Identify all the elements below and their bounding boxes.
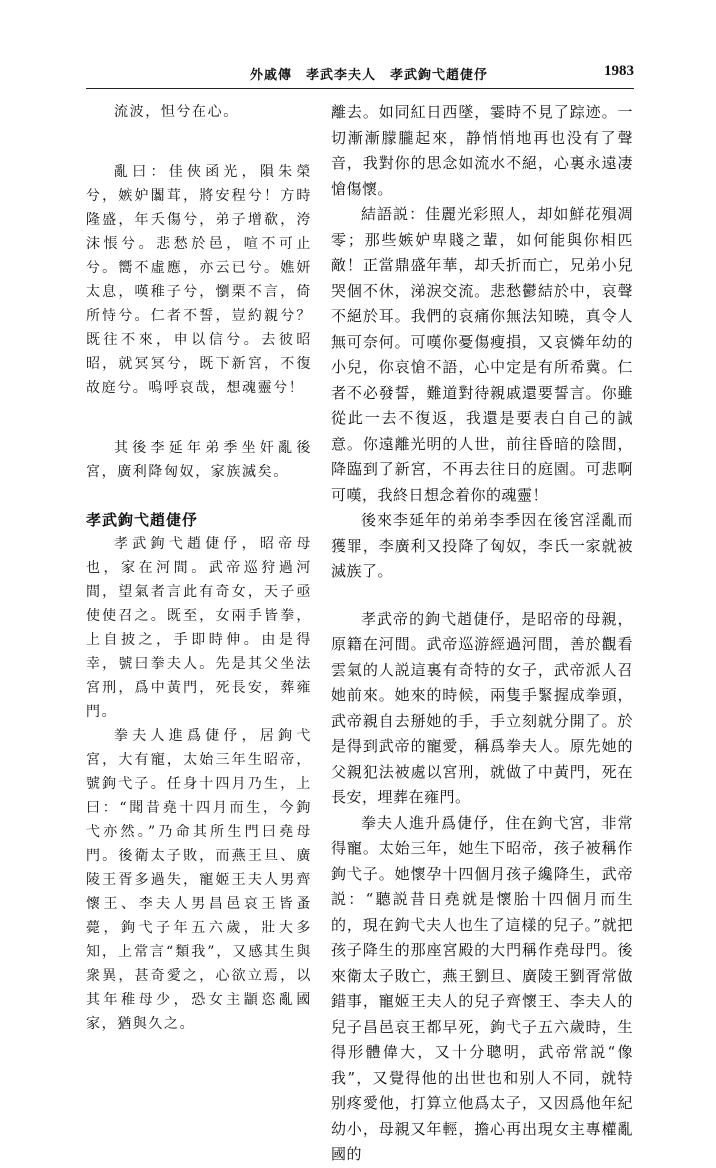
luan-epilogue: 亂曰：佳俠函光，隕朱榮兮，嫉妒闟茸，將安程兮！方時隆盛，年夭傷兮，弟子增欷，洿沫悵兮。悲愁於邑，喧不可止兮。嚮不虛應，亦云已兮。嫶妍太息，嘆稚子兮，懰栗不言，倚所恃兮。仁者不誓，豈約親兮？既往不來，申以信兮。去彼昭昭，就冥冥兮，既下新宮，不復故庭兮。嗚呼哀哉，想魂靈兮！ [86,164,312,396]
header-rule [86,88,634,89]
section-title: 孝武鉤弋趙倢伃 [86,511,199,529]
translation-paragraph-1: 離去。如同紅日西墜，霎時不見了踪迹。一切漸漸朦朧起來，静悄悄地再也没有了聲音，我對你的思念如流水不絕，心裏永遠凄愴傷懷。 [331,103,633,198]
translation-biography-2: 拳夫人進升爲倢伃，住在鉤弋宮，非常得寵。太始三年，她生下昭帝，孩子被稱作鉤弋子。她懷孕十四個月孩子纔降生，武帝説：“聽説昔日堯就是懷胎十四個月而生的，現在鉤弋夫人也生了這樣的兒子。”就把孩子降生的那座宮殿的大門稱作堯母門。後來衛太子敗亡，燕王劉旦、廣陵王劉胥常做錯事，寵姬王夫人的兒子齊懷王、李夫人的兒子昌邑哀王都早死，鉤弋子五六歲時，生得形體偉大，又十分聰明，武帝常説“像我”，又覺得他的出世也和别人不同，就特别疼愛他，打算立他爲太子，又因爲他年紀幼小，母親又年輕，擔心再出現女主專權亂國的 [331,813,633,1163]
translation-epilogue: 結語説：佳麗光彩照人，却如鮮花殞凋零；那些嫉妒卑賤之輩，如何能與你相匹敵！正當鼎盛年華，却夭折而亡，兄弟小兒哭個不休，涕淚交流。悲愁鬱結於中，哀聲不絕於耳。我們的哀痛你無法知曉，真令人無可奈何。可嘆你憂傷瘦損，又哀憐年幼的小兒，你哀愴不語，心中定是有所希冀。仁者不必發誓，難道對待親戚還要誓言。你雖從此一去不復返，我還是要表白自己的誠意。你遠離光明的人世，前往昏暗的陰間，降臨到了新宮，不再去往日的庭園。可悲啊可嘆，我終日想念着你的魂靈！ [331,205,633,504]
translation-biography-1: 孝武帝的鉤弋趙倢伃，是昭帝的母親，原籍在河間。武帝巡游經過河間，善於觀看雲氣的人説這裏有奇特的女子，武帝派人召她前來。她來的時候，兩隻手緊握成拳頭，武帝親自去掰她的手，手立刻就分開了。於是得到武帝的寵愛，稱爲拳夫人。原先她的父親犯法被處以宮刑，就做了中黃門，死在長安，埋葬在雍門。 [331,609,633,806]
verse-ending: 流波，怛兮在心。 [114,104,239,120]
translation-column [331,100,633,1163]
running-title: 外戚傳 孝武李夫人 孝武鉤弋趙倢伃 [250,68,489,83]
aftermath-paragraph: 其後李延年弟季坐奸亂後宮，廣利降匈奴，家族滅矣。 [86,440,312,480]
page-header [0,64,716,86]
classical-text-column [86,100,312,1032]
translation-aftermath: 後來李延年的弟弟李季因在後宮淫亂而獲罪，李廣利又投降了匈奴，李氏一家就被滅族了。 [331,511,633,580]
biography-paragraph-2: 拳夫人進爲倢伃，居鉤弋宮，大有寵，太始三年生昭帝，號鉤弋子。任身十四月乃生，上曰：“聞昔堯十四月而生，今鉤弋亦然。”乃命其所生門曰堯母門。後衛太子敗，而燕王旦、廣陵王胥多過失，寵姬王夫人男齊懷王、李夫人男昌邑哀王皆蚤薨，鉤弋子年五六歲，壯大多知，上常言“類我”，又感其生與衆異，甚奇愛之，心欲立焉，以其年稚母少，恐女主顓恣亂國家，猶與久之。 [86,728,312,1032]
page-number: 1983 [604,63,634,79]
biography-paragraph-1: 孝武鉤弋趙倢伃，昭帝母也，家在河間。武帝巡狩過河間，望氣者言此有奇女，天子亟使使召之。既至，女兩手皆拳，上自披之，手即時伸。由是得幸，號曰拳夫人。先是其父坐法宮刑，爲中黃門，死長安，葬雍門。 [86,536,312,720]
